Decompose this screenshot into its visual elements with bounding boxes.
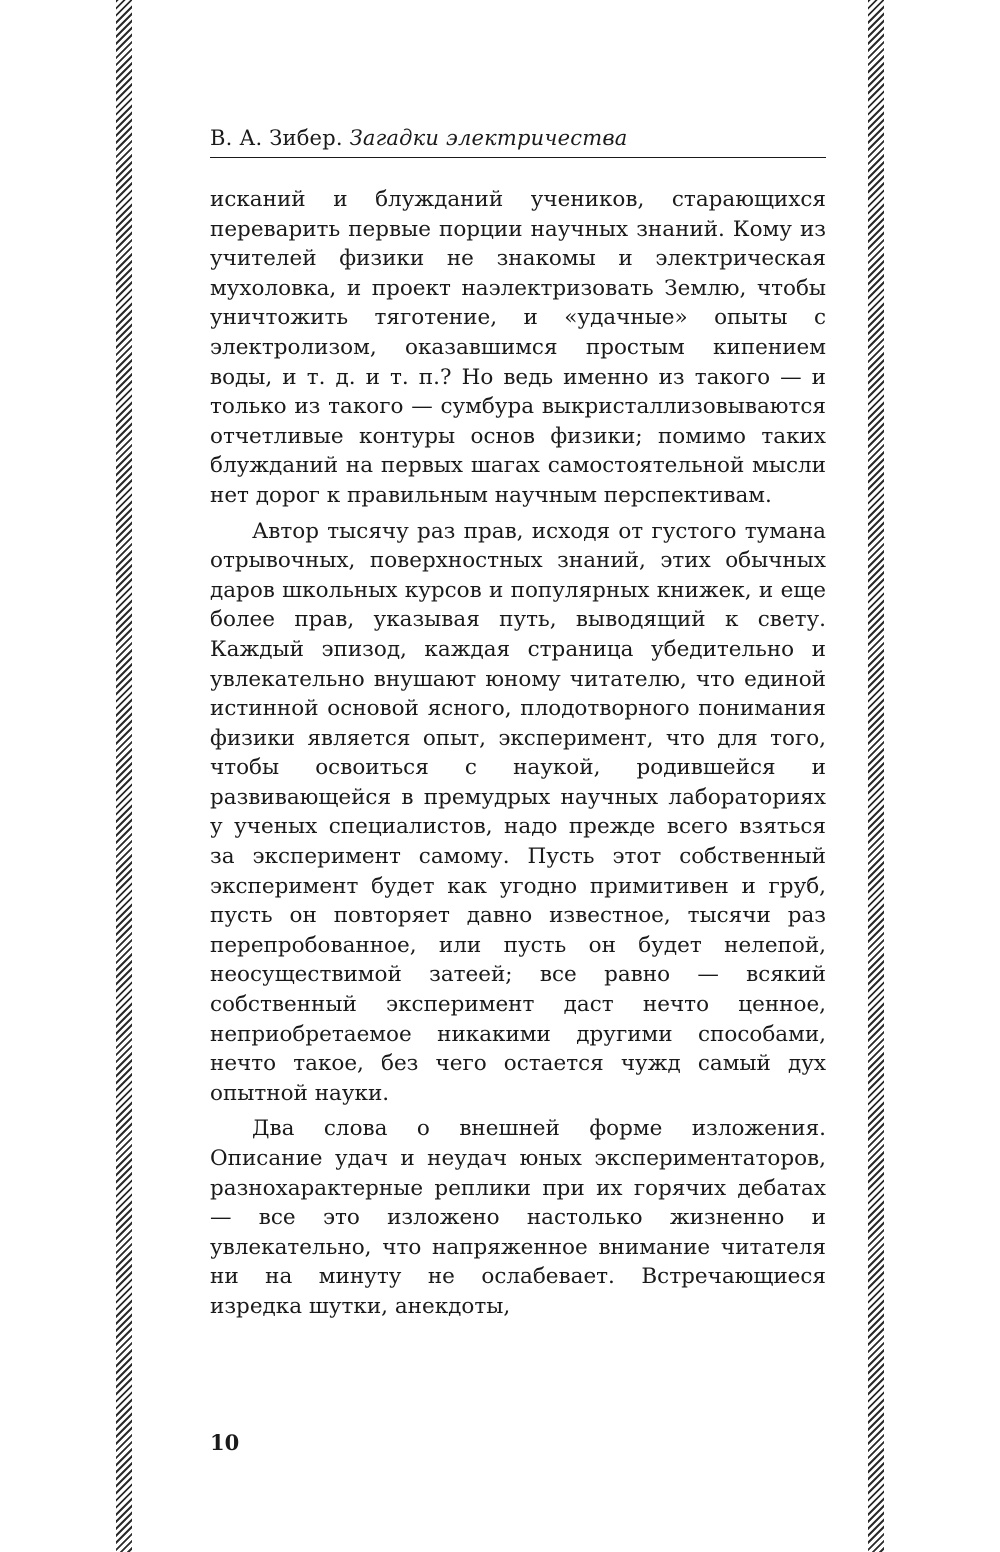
decorative-border-right xyxy=(868,0,884,1552)
decorative-border-left xyxy=(116,0,132,1552)
header-divider xyxy=(210,157,826,158)
running-header xyxy=(210,124,826,152)
paragraph-2: Автор тысячу раз прав, исходя от густого тумана отрывочных, поверхностных знаний, этих обычных даров школьных курсов и популярных книжек, и еще более прав, указывая путь, выводящий к свету. Каждый эпизод, каждая страница убедительно и увлекательно внушают юному читателю, что единой истинной основой ясного, плодотворного понимания физики является опыт, эксперимент, что для того, чтобы освоиться с наукой, родившейся и развивающейся в премудрых научных лабораториях у ученых специалистов, надо прежде всего взяться за эксперимент самому. Пусть этот собственный эксперимент будет как угодно примитивен и груб, пусть он повторяет давно известное, тысячи раз перепробованное, или пусть он будет нелепой, неосуществимой затеей; все равно — всякий собственный эксперимент даст нечто ценное, неприобретаемое никакими другими способами, нечто такое, без чего остается чужд самый дух опытной науки. xyxy=(210,518,826,1106)
header-author: В. А. Зибер. xyxy=(210,126,343,150)
page-body xyxy=(210,185,826,1322)
paragraph-3: Два слова о внешней форме изложения. Описание удач и неудач юных экспериментаторов, разнохарактерные реплики при их горячих дебатах — все это изложено настолько жизненно и увлекательно, что напряженное внимание читателя ни на минуту не ослабевает. Встречающиеся изредка шутки, анекдоты, xyxy=(210,1116,826,1319)
page-number: 10 xyxy=(210,1430,240,1455)
header-book-title: Загадки электричества xyxy=(349,126,628,150)
paragraph-1: исканий и блужданий учеников, старающихся переварить первые порции научных знаний. Кому из учителей физики не знакомы и электрическая мухоловка, и проект наэлектризовать Землю, чтобы уничтожить тяготение, и «удачные» опыты с электролизом, оказавшимся простым кипением воды, и т. д. и т. п.? Но ведь именно из такого — и только из такого — сумбура выкристаллизовываются отчетливые контуры основ физики; помимо таких блужданий на первых шагах самостоятельной мысли нет дорог к правильным научным перспективам. xyxy=(210,187,826,508)
